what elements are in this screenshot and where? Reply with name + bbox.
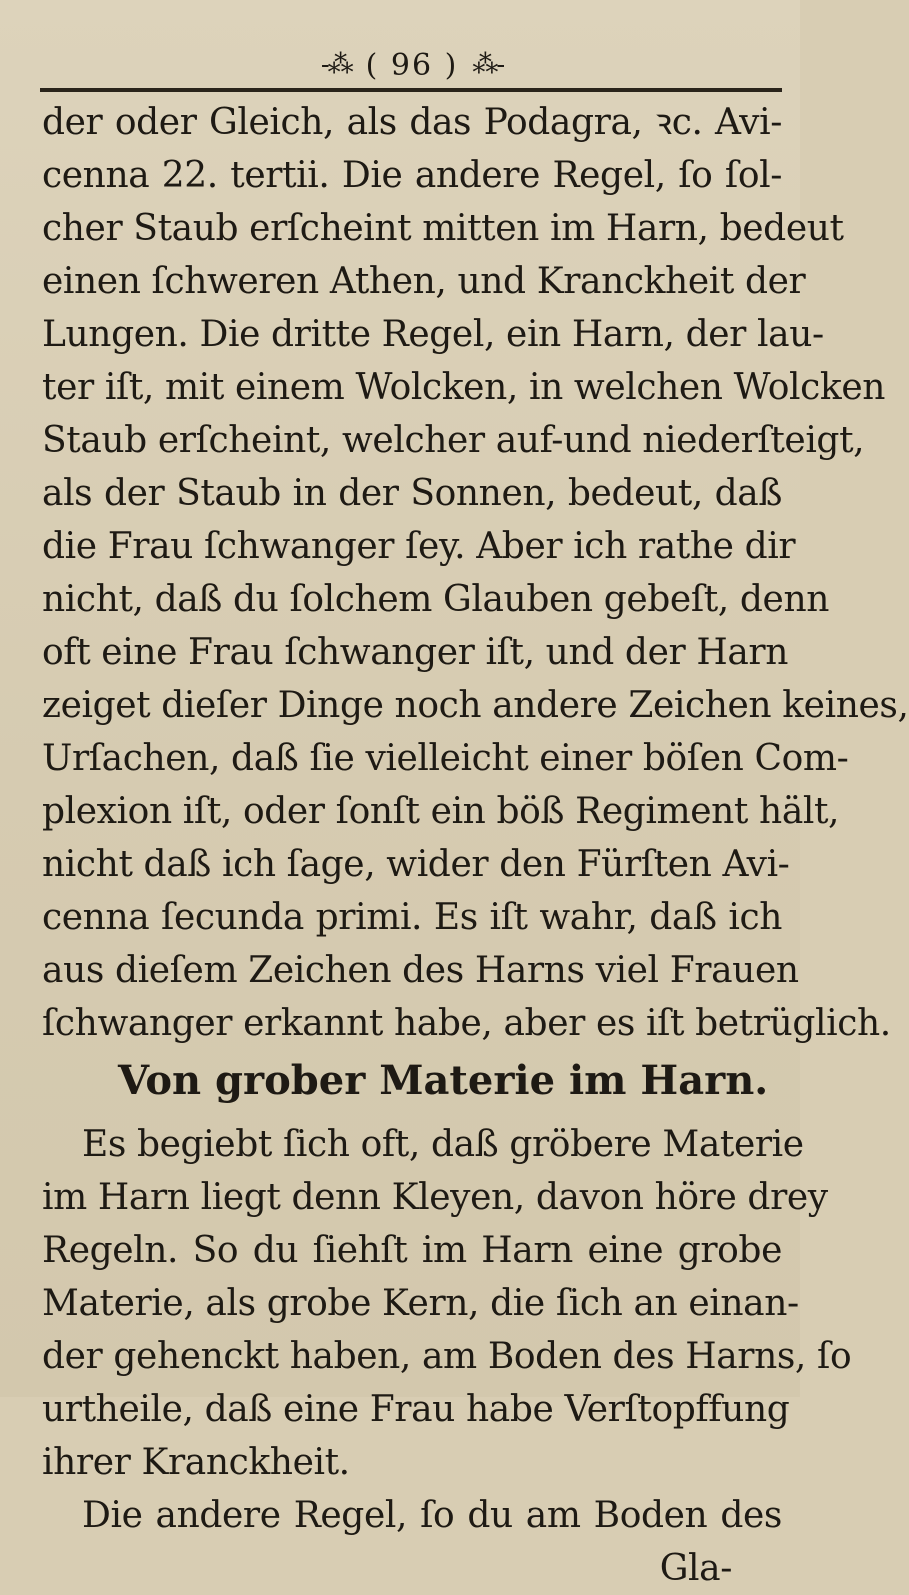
text-line: der oder Gleich, als das Podagra, ꝛc. Avi- — [42, 102, 782, 143]
text-line: Es begiebt ſich oft, daß gröbere Materie — [82, 1124, 804, 1165]
text-line: Die andere Regel, ſo du am Boden des — [82, 1495, 782, 1536]
text-line: ihrer Kranckheit. — [42, 1442, 350, 1483]
text-line: plexion iſt, oder ſonſt ein böß Regiment hält, — [42, 791, 840, 832]
text-line: zeiget dieſer Dinge noch andere Zeichen keines, — [42, 685, 909, 726]
catchword: Gla- — [659, 1548, 732, 1589]
text-block-1 — [42, 96, 909, 1050]
text-line: einen ſchweren Athen, und Kranckheit der — [42, 261, 806, 302]
left-ornament: -⁂ — [320, 50, 352, 80]
text-line: Materie, als grobe Kern, die ſich an einan- — [42, 1283, 799, 1324]
text-line: urtheile, daß eine Frau habe Verſtopffung — [42, 1389, 790, 1430]
text-line: cher Staub erſcheint mitten im Harn, bedeut — [42, 208, 844, 249]
text-line: ter iſt, mit einem Wolcken, in welchen Wolcken — [42, 367, 886, 408]
text-line: ſchwanger erkannt habe, aber es iſt betrüglich. — [42, 1003, 891, 1044]
section-heading: Von grober Materie im Harn. — [118, 1057, 769, 1104]
right-ornament: ⁂- — [472, 50, 504, 80]
text-line: oft eine Frau ſchwanger iſt, und der Harn — [42, 632, 788, 673]
text-line: im Harn liegt denn Kleyen, davon höre drey — [42, 1177, 828, 1218]
header-rule — [40, 88, 782, 92]
text-line: cenna 22. tertii. Die andere Regel, ſo ſol- — [42, 155, 782, 196]
text-line: cenna ſecunda primi. Es iſt wahr, daß ich — [42, 897, 782, 938]
text-line: Regeln. So du ſiehſt im Harn eine grobe — [42, 1230, 782, 1271]
text-line: nicht daß ich ſage, wider den Fürſten Avi- — [42, 844, 790, 885]
text-line: Staub erſcheint, welcher auf-und niederſteigt, — [42, 420, 865, 461]
page-header — [42, 40, 782, 90]
text-line: aus dieſem Zeichen des Harns viel Frauen — [42, 950, 799, 991]
text-line: der gehenckt haben, am Boden des Harns, ſo — [42, 1336, 852, 1377]
text-line: Urſachen, daß ſie vielleicht einer böſen Com- — [42, 738, 849, 779]
text-line: als der Staub in der Sonnen, bedeut, daß — [42, 473, 782, 514]
text-block-2 — [42, 1118, 852, 1595]
page-number: ( 96 ) — [365, 47, 459, 83]
text-line: die Frau ſchwanger ſey. Aber ich rathe dir — [42, 526, 796, 567]
text-line: nicht, daß du ſolchem Glauben gebeſt, denn — [42, 579, 830, 620]
text-line: Lungen. Die dritte Regel, ein Harn, der lau- — [42, 314, 824, 355]
